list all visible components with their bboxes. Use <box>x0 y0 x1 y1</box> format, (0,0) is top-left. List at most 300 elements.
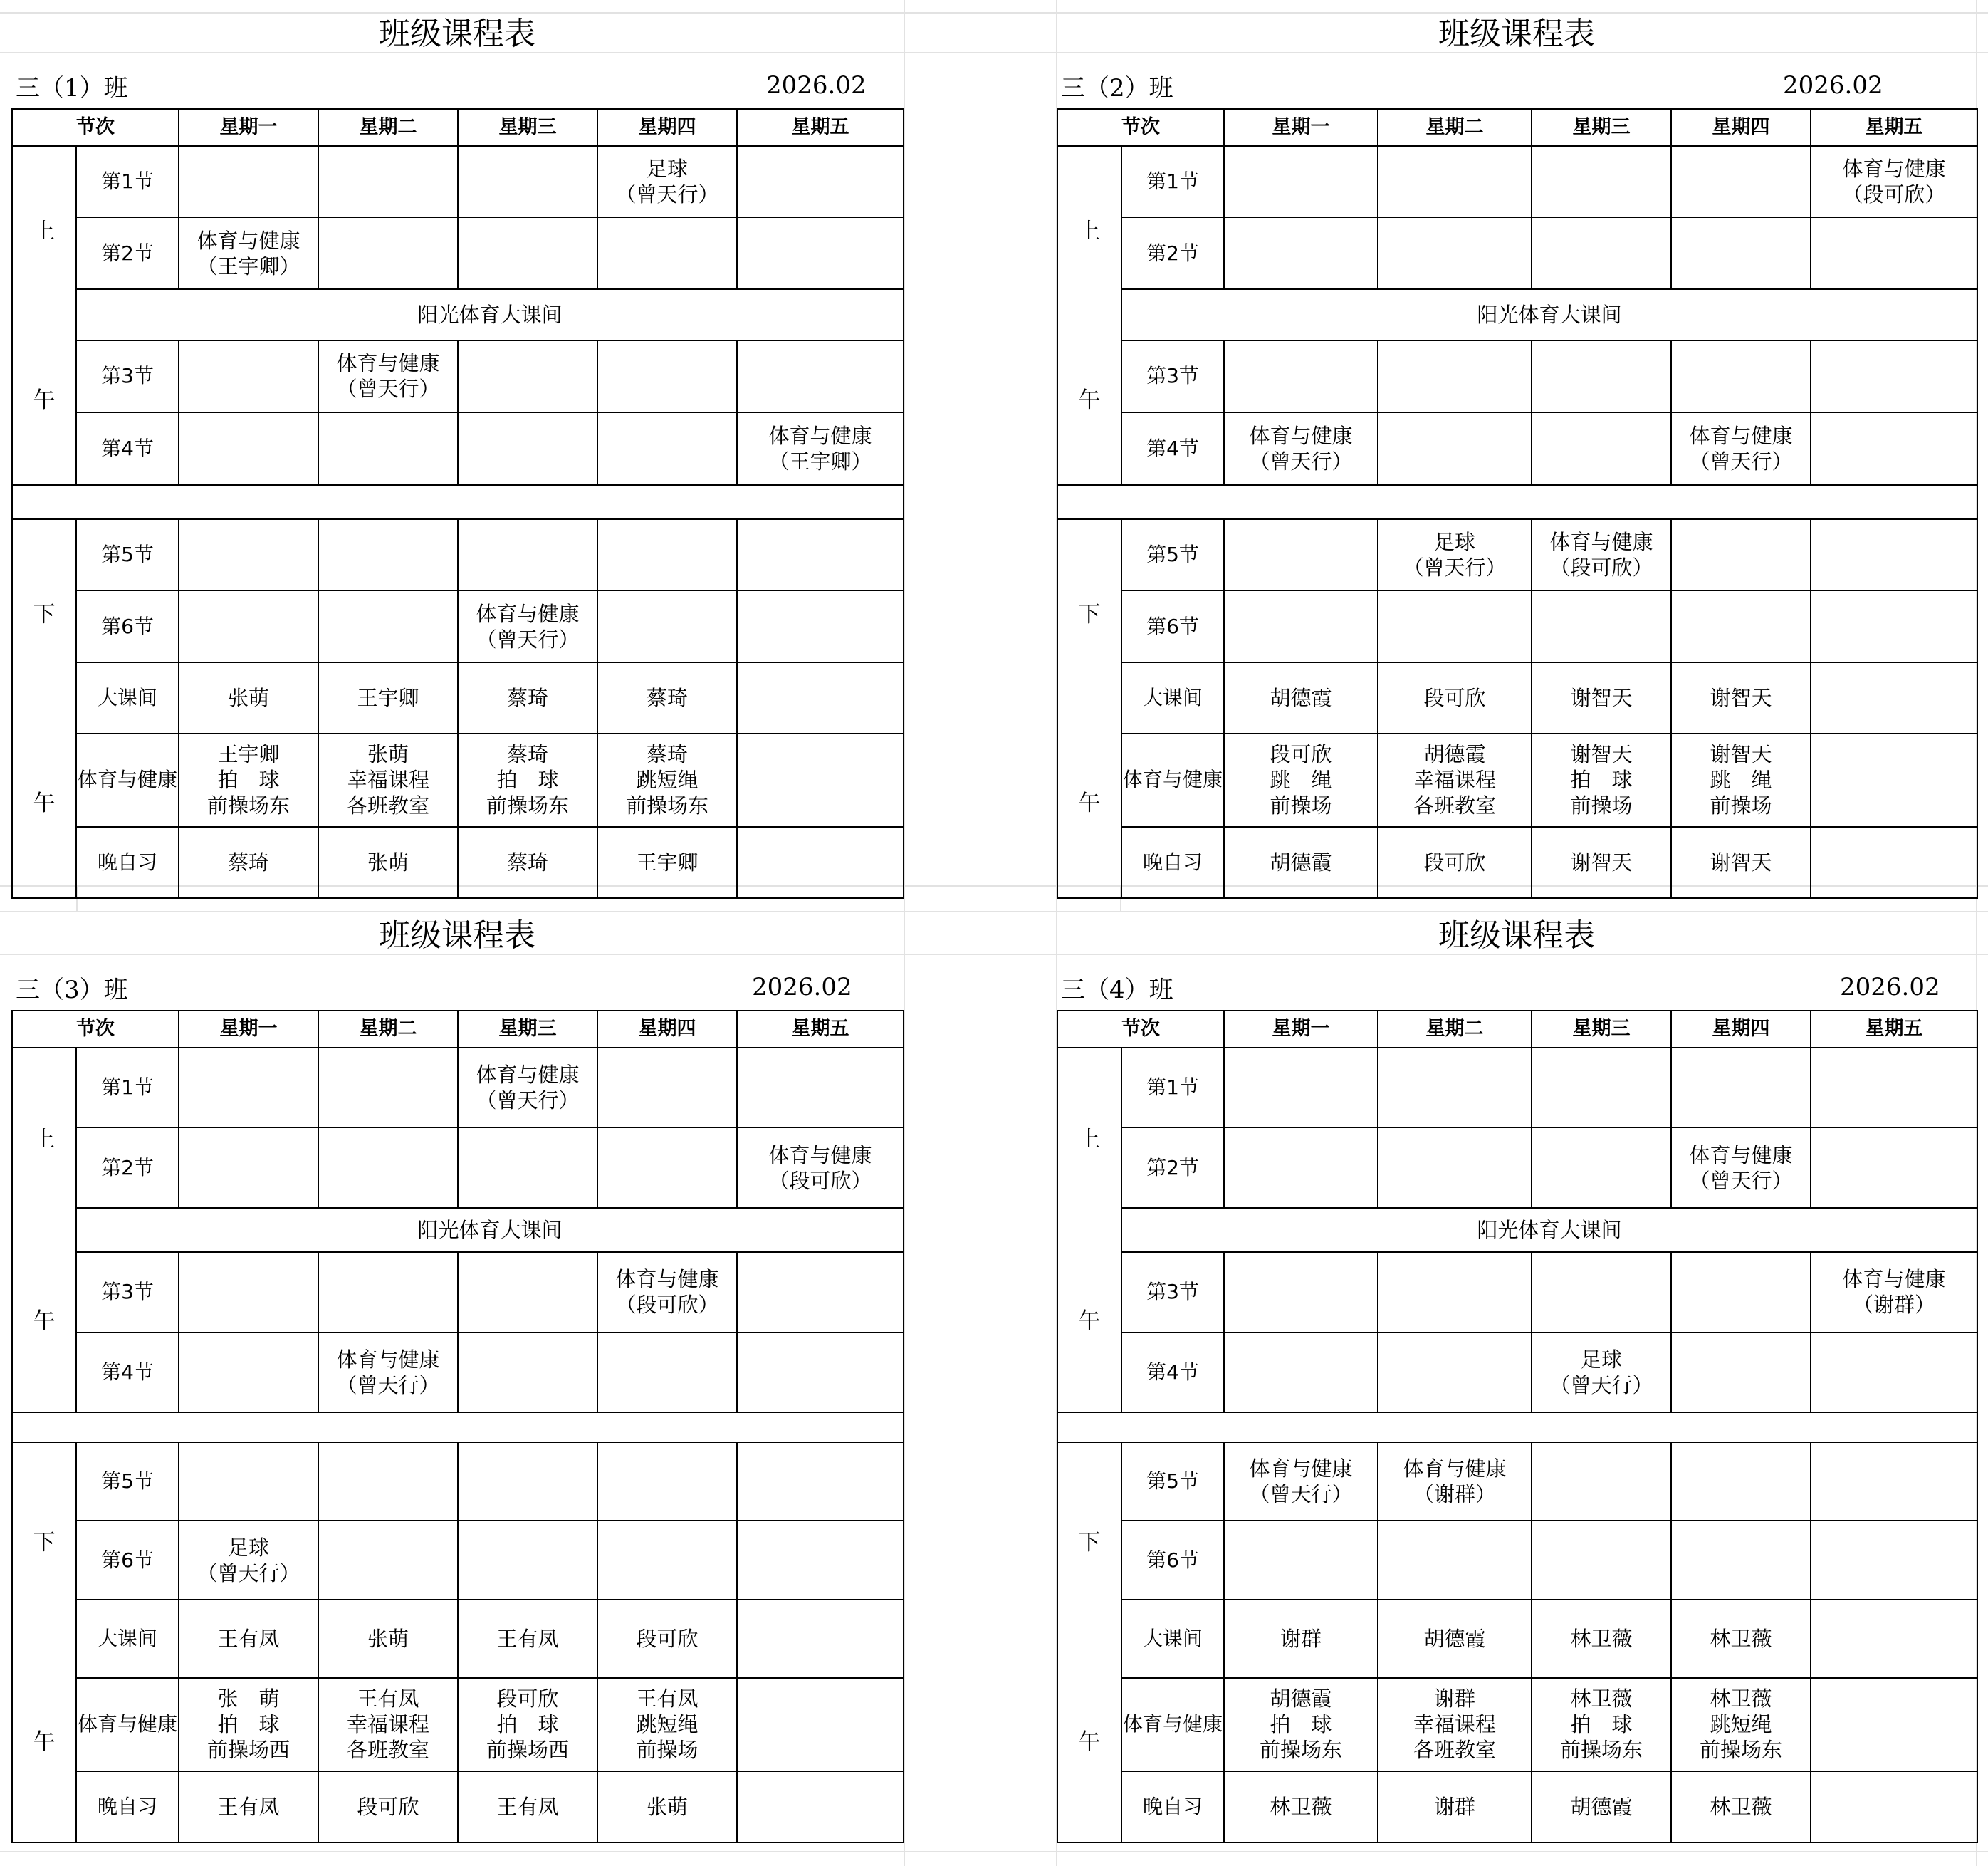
lesson-cell: 体育与健康 （曾天行） <box>1671 412 1811 485</box>
lesson-cell <box>1378 1127 1532 1207</box>
lesson-cell <box>737 1442 904 1521</box>
break-row <box>1057 1208 1977 1252</box>
lesson-cell: 王有凤 幸福课程 各班教室 <box>318 1678 458 1771</box>
lesson-cell <box>597 1127 737 1207</box>
lesson-cell: 王宇卿 <box>597 827 737 898</box>
period-label: 第3节 <box>76 340 179 412</box>
lesson-cell <box>1811 1048 1977 1127</box>
noon-gap <box>1057 485 1977 519</box>
evening-study-row <box>1057 827 1977 898</box>
lesson-cell <box>737 1521 904 1599</box>
lesson-cell <box>1224 217 1378 288</box>
lesson-cell: 体育与健康 （曾天行） <box>1671 1127 1811 1207</box>
period-6-row <box>12 590 904 662</box>
period-label: 第3节 <box>1121 1252 1224 1332</box>
weekday-header: 星期二 <box>318 109 458 146</box>
noon-gap <box>12 1412 904 1442</box>
lesson-cell <box>179 1048 318 1127</box>
period-label: 第5节 <box>1121 519 1224 590</box>
lesson-cell <box>179 1442 318 1521</box>
lesson-cell <box>1224 1048 1378 1127</box>
lesson-cell <box>458 340 597 412</box>
lesson-cell: 谢智天 <box>1671 827 1811 898</box>
lesson-cell <box>1532 412 1671 485</box>
lesson-cell <box>1671 146 1811 217</box>
period-1-row <box>12 1048 904 1127</box>
lesson-cell <box>318 217 458 288</box>
half-label-top: 下 <box>33 601 56 627</box>
lesson-cell <box>737 146 904 217</box>
morning-label <box>12 146 76 485</box>
lesson-cell: 谢群 <box>1224 1600 1378 1678</box>
schedule-date: 2026.02 <box>752 973 852 1001</box>
period-6-row <box>1057 590 1977 662</box>
half-label-bottom: 午 <box>1078 387 1101 413</box>
lesson-cell: 张萌 <box>179 662 318 734</box>
big-break-row <box>12 662 904 734</box>
lesson-cell: 蔡琦 拍 球 前操场东 <box>458 734 597 826</box>
lesson-cell: 王有凤 跳短绳 前操场 <box>597 1678 737 1771</box>
afternoon-label <box>1057 1442 1121 1842</box>
period-5-row <box>1057 1442 1977 1521</box>
period-2-row <box>1057 217 1977 288</box>
lesson-cell <box>318 1048 458 1127</box>
lesson-cell: 王有凤 <box>458 1600 597 1678</box>
period-3-row <box>12 1252 904 1332</box>
weekday-header: 星期四 <box>597 1011 737 1048</box>
lesson-cell: 张 萌 拍 球 前操场西 <box>179 1678 318 1771</box>
lesson-cell: 蔡琦 <box>458 662 597 734</box>
period-label: 晚自习 <box>1121 1771 1224 1842</box>
lesson-cell <box>1532 1048 1671 1127</box>
lesson-cell <box>597 1521 737 1599</box>
schedule-title: 班级课程表 <box>379 16 535 52</box>
class-name: 三（2）班 <box>1061 74 1173 103</box>
lesson-cell: 足球 （曾天行） <box>597 146 737 217</box>
period-4-row <box>12 1333 904 1412</box>
lesson-cell <box>179 412 318 485</box>
period-label: 第5节 <box>76 1442 179 1521</box>
period-2-row <box>12 217 904 288</box>
lesson-cell <box>1811 1333 1977 1412</box>
lesson-cell <box>1671 1521 1811 1599</box>
period-label: 第6节 <box>1121 590 1224 662</box>
lesson-cell <box>1532 590 1671 662</box>
lesson-cell <box>179 1333 318 1412</box>
lesson-cell: 谢智天 跳 绳 前操场 <box>1671 734 1811 826</box>
lesson-cell <box>1532 1521 1671 1599</box>
lesson-cell <box>1224 1252 1378 1332</box>
morning-label <box>12 1048 76 1412</box>
period-5-row <box>12 519 904 590</box>
period-1-row <box>1057 1048 1977 1127</box>
period-label: 晚自习 <box>76 1771 179 1842</box>
header-row <box>12 1011 904 1048</box>
noon-gap-row <box>1057 1412 1977 1442</box>
break-label: 阳光体育大课间 <box>1121 1208 1977 1252</box>
header-cell: 节次 <box>12 1011 179 1048</box>
lesson-cell <box>1378 412 1532 485</box>
noon-gap <box>12 485 904 519</box>
lesson-cell: 体育与健康 （曾天行） <box>318 340 458 412</box>
timetable <box>1057 108 1978 899</box>
schedule-date: 2026.02 <box>1840 973 1940 1001</box>
period-label: 第1节 <box>76 1048 179 1127</box>
period-1-row <box>1057 146 1977 217</box>
schedule-class-2 <box>1057 13 1977 886</box>
lesson-cell: 足球 （曾天行） <box>1532 1333 1671 1412</box>
lesson-cell: 胡德霞 <box>1224 662 1378 734</box>
lesson-cell: 足球 （曾天行） <box>1378 519 1532 590</box>
pe-health-row <box>1057 734 1977 826</box>
weekday-header: 星期二 <box>1378 1011 1532 1048</box>
lesson-cell <box>179 1252 318 1332</box>
lesson-cell <box>318 519 458 590</box>
weekday-header: 星期五 <box>1811 109 1977 146</box>
half-label-top: 下 <box>33 1530 56 1555</box>
weekday-header: 星期三 <box>458 1011 597 1048</box>
lesson-cell: 体育与健康 （曾天行） <box>458 590 597 662</box>
header-cell: 节次 <box>12 109 179 146</box>
half-label-top: 上 <box>1078 1126 1101 1152</box>
schedule-date: 2026.02 <box>1783 71 1883 100</box>
period-label: 第3节 <box>76 1252 179 1332</box>
lesson-cell: 林卫薇 <box>1224 1771 1378 1842</box>
break-row <box>12 1208 904 1252</box>
lesson-cell: 体育与健康 （王宇卿） <box>737 412 904 485</box>
lesson-cell <box>458 1252 597 1332</box>
lesson-cell <box>1671 590 1811 662</box>
lesson-cell <box>597 1048 737 1127</box>
lesson-cell <box>318 1252 458 1332</box>
period-label: 第4节 <box>76 1333 179 1412</box>
period-label: 大课间 <box>1121 1600 1224 1678</box>
lesson-cell: 段可欣 <box>1378 827 1532 898</box>
morning-label <box>1057 1048 1121 1412</box>
lesson-cell <box>318 412 458 485</box>
lesson-cell: 王宇卿 拍 球 前操场东 <box>179 734 318 826</box>
lesson-cell <box>1532 146 1671 217</box>
period-label: 体育与健康 <box>1121 734 1224 826</box>
lesson-cell <box>179 340 318 412</box>
lesson-cell <box>1811 519 1977 590</box>
lesson-cell <box>1532 217 1671 288</box>
lesson-cell <box>1671 1252 1811 1332</box>
lesson-cell <box>458 412 597 485</box>
lesson-cell <box>1378 590 1532 662</box>
half-label-top: 上 <box>1078 218 1101 244</box>
weekday-header: 星期四 <box>1671 109 1811 146</box>
lesson-cell: 谢群 幸福课程 各班教室 <box>1378 1678 1532 1771</box>
lesson-cell: 胡德霞 <box>1224 827 1378 898</box>
lesson-cell <box>1671 1048 1811 1127</box>
lesson-cell <box>737 217 904 288</box>
lesson-cell: 段可欣 <box>597 1600 737 1678</box>
pe-health-row <box>12 1678 904 1771</box>
period-label: 第2节 <box>1121 1127 1224 1207</box>
lesson-cell <box>737 662 904 734</box>
pe-health-row <box>12 734 904 826</box>
lesson-cell <box>737 1333 904 1412</box>
weekday-header: 星期四 <box>1671 1011 1811 1048</box>
lesson-cell <box>1378 1333 1532 1412</box>
big-break-row <box>1057 1600 1977 1678</box>
lesson-cell: 段可欣 <box>1378 662 1532 734</box>
lesson-cell: 王宇卿 <box>318 662 458 734</box>
evening-study-row <box>12 827 904 898</box>
period-label: 第4节 <box>1121 412 1224 485</box>
lesson-cell <box>737 590 904 662</box>
lesson-cell <box>179 146 318 217</box>
lesson-cell <box>1811 1771 1977 1842</box>
period-label: 第4节 <box>1121 1333 1224 1412</box>
period-5-row <box>1057 519 1977 590</box>
lesson-cell: 胡德霞 <box>1378 1600 1532 1678</box>
lesson-cell: 体育与健康 （曾天行） <box>458 1048 597 1127</box>
lesson-cell: 胡德霞 <box>1532 1771 1671 1842</box>
lesson-cell <box>737 734 904 826</box>
big-break-row <box>12 1600 904 1678</box>
schedule-title: 班级课程表 <box>1438 16 1595 52</box>
lesson-cell <box>318 146 458 217</box>
period-label: 体育与健康 <box>76 734 179 826</box>
weekday-header: 星期一 <box>1224 1011 1378 1048</box>
big-break-row <box>1057 662 1977 734</box>
schedule-class-4 <box>1057 914 1977 1833</box>
timetable <box>11 108 904 899</box>
lesson-cell <box>1811 217 1977 288</box>
lesson-cell: 林卫薇 跳短绳 前操场东 <box>1671 1678 1811 1771</box>
lesson-cell <box>1224 1333 1378 1412</box>
half-label-bottom: 午 <box>33 387 56 413</box>
lesson-cell <box>1378 1252 1532 1332</box>
half-label-bottom: 午 <box>1078 1308 1101 1334</box>
lesson-cell: 林卫薇 <box>1671 1600 1811 1678</box>
lesson-cell <box>597 590 737 662</box>
lesson-cell <box>1224 1127 1378 1207</box>
lesson-cell <box>1532 1127 1671 1207</box>
period-label: 第1节 <box>1121 1048 1224 1127</box>
lesson-cell <box>1532 340 1671 412</box>
period-label: 晚自习 <box>76 827 179 898</box>
lesson-cell: 段可欣 <box>318 1771 458 1842</box>
period-3-row <box>1057 340 1977 412</box>
evening-study-row <box>12 1771 904 1842</box>
lesson-cell <box>458 519 597 590</box>
noon-gap-row <box>1057 485 1977 519</box>
header-row <box>12 109 904 146</box>
weekday-header: 星期五 <box>737 1011 904 1048</box>
lesson-cell <box>1224 1521 1378 1599</box>
lesson-cell <box>1811 1600 1977 1678</box>
schedule-class-3 <box>11 914 903 1833</box>
schedule-class-1 <box>11 13 903 886</box>
break-label: 阳光体育大课间 <box>76 1208 904 1252</box>
lesson-cell: 胡德霞 拍 球 前操场东 <box>1224 1678 1378 1771</box>
weekday-header: 星期五 <box>737 109 904 146</box>
weekday-header: 星期四 <box>597 109 737 146</box>
period-4-row <box>1057 412 1977 485</box>
lesson-cell <box>458 217 597 288</box>
lesson-cell <box>1671 217 1811 288</box>
half-label-bottom: 午 <box>1078 1729 1101 1755</box>
lesson-cell <box>1378 146 1532 217</box>
period-5-row <box>12 1442 904 1521</box>
lesson-cell <box>1811 1127 1977 1207</box>
lesson-cell: 谢智天 拍 球 前操场 <box>1532 734 1671 826</box>
lesson-cell <box>1378 1048 1532 1127</box>
lesson-cell <box>737 1252 904 1332</box>
lesson-cell: 蔡琦 <box>458 827 597 898</box>
period-label: 第6节 <box>1121 1521 1224 1599</box>
period-label: 第1节 <box>76 146 179 217</box>
noon-gap <box>1057 1412 1977 1442</box>
half-label-bottom: 午 <box>33 1308 56 1334</box>
lesson-cell: 体育与健康 （段可欣） <box>737 1127 904 1207</box>
lesson-cell <box>318 1127 458 1207</box>
lesson-cell <box>318 1442 458 1521</box>
lesson-cell <box>1811 734 1977 826</box>
weekday-header: 星期一 <box>179 1011 318 1048</box>
afternoon-label <box>1057 519 1121 898</box>
weekday-header: 星期二 <box>1378 109 1532 146</box>
lesson-cell <box>1378 217 1532 288</box>
weekday-header: 星期二 <box>318 1011 458 1048</box>
noon-gap-row <box>12 485 904 519</box>
lesson-cell <box>1811 662 1977 734</box>
period-label: 第2节 <box>1121 217 1224 288</box>
period-6-row <box>1057 1521 1977 1599</box>
afternoon-label <box>12 1442 76 1842</box>
period-2-row <box>1057 1127 1977 1207</box>
period-label: 第5节 <box>76 519 179 590</box>
lesson-cell <box>1811 1442 1977 1521</box>
weekday-header: 星期三 <box>1532 109 1671 146</box>
lesson-cell: 蔡琦 <box>179 827 318 898</box>
lesson-cell: 体育与健康 （曾天行） <box>1224 1442 1378 1521</box>
period-label: 晚自习 <box>1121 827 1224 898</box>
header-cell: 节次 <box>1057 109 1224 146</box>
lesson-cell: 段可欣 拍 球 前操场西 <box>458 1678 597 1771</box>
lesson-cell <box>1532 1252 1671 1332</box>
lesson-cell <box>597 217 737 288</box>
lesson-cell <box>737 827 904 898</box>
lesson-cell <box>1671 1442 1811 1521</box>
period-label: 大课间 <box>76 1600 179 1678</box>
period-3-row <box>1057 1252 1977 1332</box>
period-label: 第6节 <box>76 1521 179 1599</box>
evening-study-row <box>1057 1771 1977 1842</box>
lesson-cell: 张萌 <box>318 827 458 898</box>
period-label: 第6节 <box>76 590 179 662</box>
half-label-top: 下 <box>1078 1530 1101 1555</box>
lesson-cell <box>1811 590 1977 662</box>
lesson-cell: 谢智天 <box>1532 827 1671 898</box>
lesson-cell: 段可欣 跳 绳 前操场 <box>1224 734 1378 826</box>
lesson-cell <box>597 1442 737 1521</box>
period-label: 第5节 <box>1121 1442 1224 1521</box>
weekday-header: 星期一 <box>179 109 318 146</box>
break-label: 阳光体育大课间 <box>1121 289 1977 340</box>
lesson-cell: 张萌 幸福课程 各班教室 <box>318 734 458 826</box>
break-label: 阳光体育大课间 <box>76 289 904 340</box>
half-label-top: 下 <box>1078 601 1101 627</box>
lesson-cell <box>597 1333 737 1412</box>
lesson-cell <box>1671 519 1811 590</box>
weekday-header: 星期五 <box>1811 1011 1977 1048</box>
period-6-row <box>12 1521 904 1599</box>
lesson-cell <box>737 519 904 590</box>
lesson-cell <box>737 340 904 412</box>
period-1-row <box>12 146 904 217</box>
lesson-cell: 张萌 <box>597 1771 737 1842</box>
lesson-cell <box>1224 519 1378 590</box>
lesson-cell <box>318 1521 458 1599</box>
lesson-cell <box>1224 146 1378 217</box>
timetable <box>11 1010 904 1843</box>
schedule-title: 班级课程表 <box>379 917 535 954</box>
period-label: 第2节 <box>76 217 179 288</box>
weekday-header: 星期三 <box>1532 1011 1671 1048</box>
lesson-cell: 足球 （曾天行） <box>179 1521 318 1599</box>
half-label-top: 上 <box>33 218 56 244</box>
schedule-date: 2026.02 <box>766 71 867 100</box>
lesson-cell: 体育与健康 （段可欣） <box>1811 146 1977 217</box>
noon-gap-row <box>12 1412 904 1442</box>
lesson-cell <box>1811 1521 1977 1599</box>
lesson-cell: 王有凤 <box>179 1600 318 1678</box>
header-cell: 节次 <box>1057 1011 1224 1048</box>
lesson-cell: 林卫薇 <box>1671 1771 1811 1842</box>
lesson-cell: 王有凤 <box>179 1771 318 1842</box>
lesson-cell: 体育与健康 （王宇卿） <box>179 217 318 288</box>
period-4-row <box>1057 1333 1977 1412</box>
lesson-cell <box>1224 340 1378 412</box>
lesson-cell <box>737 1771 904 1842</box>
lesson-cell <box>1532 1442 1671 1521</box>
lesson-cell: 张萌 <box>318 1600 458 1678</box>
timetable <box>1057 1010 1978 1843</box>
lesson-cell: 谢智天 <box>1532 662 1671 734</box>
half-label-top: 上 <box>33 1126 56 1152</box>
lesson-cell: 体育与健康 （段可欣） <box>597 1252 737 1332</box>
lesson-cell <box>737 1678 904 1771</box>
lesson-cell <box>597 519 737 590</box>
lesson-cell: 体育与健康 （段可欣） <box>1532 519 1671 590</box>
lesson-cell <box>458 1521 597 1599</box>
lesson-cell <box>737 1048 904 1127</box>
lesson-cell <box>1378 340 1532 412</box>
lesson-cell: 谢智天 <box>1671 662 1811 734</box>
lesson-cell <box>179 590 318 662</box>
break-row <box>1057 289 1977 340</box>
weekday-header: 星期三 <box>458 109 597 146</box>
lesson-cell <box>458 1333 597 1412</box>
weekday-header: 星期一 <box>1224 109 1378 146</box>
lesson-cell: 体育与健康 （谢群） <box>1811 1252 1977 1332</box>
lesson-cell <box>458 1442 597 1521</box>
period-label: 第4节 <box>76 412 179 485</box>
lesson-cell <box>737 1600 904 1678</box>
header-row <box>1057 1011 1977 1048</box>
lesson-cell <box>1671 1333 1811 1412</box>
lesson-cell: 胡德霞 幸福课程 各班教室 <box>1378 734 1532 826</box>
lesson-cell <box>318 590 458 662</box>
lesson-cell <box>458 146 597 217</box>
schedule-title: 班级课程表 <box>1438 917 1595 954</box>
lesson-cell <box>597 412 737 485</box>
lesson-cell: 林卫薇 <box>1532 1600 1671 1678</box>
